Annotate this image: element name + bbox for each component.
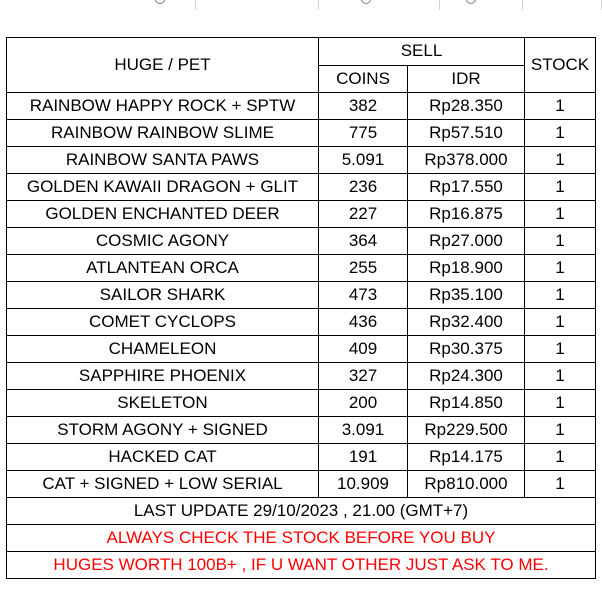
stock-cell: 1 bbox=[525, 93, 596, 120]
pet-name-cell: COMET CYCLOPS bbox=[7, 309, 319, 336]
pet-name-cell: SAILOR SHARK bbox=[7, 282, 319, 309]
stock-cell: 1 bbox=[525, 120, 596, 147]
pet-name-cell: GOLDEN KAWAII DRAGON + GLIT bbox=[7, 174, 319, 201]
price-list-table bbox=[6, 37, 596, 579]
stock-column-header: STOCK bbox=[525, 38, 596, 93]
coins-cell: 409 bbox=[319, 336, 408, 363]
table-row bbox=[7, 417, 596, 444]
pet-name-cell: ATLANTEAN ORCA bbox=[7, 255, 319, 282]
coins-cell: 255 bbox=[319, 255, 408, 282]
table-row bbox=[7, 120, 596, 147]
pet-name-cell: COSMIC AGONY bbox=[7, 228, 319, 255]
coins-cell: 227 bbox=[319, 201, 408, 228]
coins-cell: 364 bbox=[319, 228, 408, 255]
pet-name-cell: GOLDEN ENCHANTED DEER bbox=[7, 201, 319, 228]
idr-price-cell: Rp27.000 bbox=[408, 228, 525, 255]
pet-name-cell: RAINBOW RAINBOW SLIME bbox=[7, 120, 319, 147]
table-row bbox=[7, 201, 596, 228]
table-row bbox=[7, 147, 596, 174]
stock-cell: 1 bbox=[525, 471, 596, 498]
idr-price-cell: Rp810.000 bbox=[408, 471, 525, 498]
pet-name-cell: HACKED CAT bbox=[7, 444, 319, 471]
column-header-cell bbox=[319, 0, 440, 10]
other-huges-row bbox=[7, 552, 596, 579]
pet-name-cell: RAINBOW SANTA PAWS bbox=[7, 147, 319, 174]
stock-cell: 1 bbox=[525, 174, 596, 201]
idr-price-cell: Rp14.850 bbox=[408, 390, 525, 417]
stock-warning-text: ALWAYS CHECK THE STOCK BEFORE YOU BUY bbox=[7, 525, 596, 552]
pet-name-cell: SAPPHIRE PHOENIX bbox=[7, 363, 319, 390]
column-header-cell bbox=[523, 0, 602, 10]
table-row bbox=[7, 93, 596, 120]
idr-price-cell: Rp14.175 bbox=[408, 444, 525, 471]
column-header-cell bbox=[196, 0, 319, 10]
idr-price-cell: Rp378.000 bbox=[408, 147, 525, 174]
coins-cell: 436 bbox=[319, 309, 408, 336]
stock-cell: 1 bbox=[525, 444, 596, 471]
pet-name-cell: SKELETON bbox=[7, 390, 319, 417]
pet-name-cell: RAINBOW HAPPY ROCK + SPTW bbox=[7, 93, 319, 120]
stock-cell: 1 bbox=[525, 309, 596, 336]
pet-name-cell: CHAMELEON bbox=[7, 336, 319, 363]
table-row bbox=[7, 471, 596, 498]
table-row bbox=[7, 255, 596, 282]
header-row-top bbox=[7, 38, 596, 66]
table-row bbox=[7, 444, 596, 471]
stock-warning-row bbox=[7, 525, 596, 552]
spreadsheet-top-strip bbox=[0, 0, 602, 10]
coins-cell: 473 bbox=[319, 282, 408, 309]
coins-cell: 236 bbox=[319, 174, 408, 201]
idr-price-cell: Rp28.350 bbox=[408, 93, 525, 120]
column-header-cell bbox=[440, 0, 523, 10]
coins-cell: 382 bbox=[319, 93, 408, 120]
coins-cell: 191 bbox=[319, 444, 408, 471]
idr-price-cell: Rp24.300 bbox=[408, 363, 525, 390]
idr-column-header: IDR bbox=[408, 65, 525, 93]
idr-price-cell: Rp35.100 bbox=[408, 282, 525, 309]
idr-price-cell: Rp30.375 bbox=[408, 336, 525, 363]
pet-name-cell: STORM AGONY + SIGNED bbox=[7, 417, 319, 444]
coins-cell: 10.909 bbox=[319, 471, 408, 498]
stock-cell: 1 bbox=[525, 390, 596, 417]
idr-price-cell: Rp18.900 bbox=[408, 255, 525, 282]
coins-column-header: COINS bbox=[319, 65, 408, 93]
sell-column-header: SELL bbox=[319, 38, 525, 66]
column-header-cell bbox=[0, 0, 196, 10]
stock-cell: 1 bbox=[525, 255, 596, 282]
stock-cell: 1 bbox=[525, 228, 596, 255]
coins-cell: 3.091 bbox=[319, 417, 408, 444]
stock-cell: 1 bbox=[525, 201, 596, 228]
table-row bbox=[7, 336, 596, 363]
stock-cell: 1 bbox=[525, 147, 596, 174]
table-row bbox=[7, 228, 596, 255]
pet-column-header: HUGE / PET bbox=[7, 38, 319, 93]
coins-cell: 200 bbox=[319, 390, 408, 417]
idr-price-cell: Rp32.400 bbox=[408, 309, 525, 336]
last-update-text: LAST UPDATE 29/10/2023 , 21.00 (GMT+7) bbox=[7, 498, 596, 525]
stock-cell: 1 bbox=[525, 363, 596, 390]
table-row bbox=[7, 309, 596, 336]
stock-cell: 1 bbox=[525, 282, 596, 309]
idr-price-cell: Rp16.875 bbox=[408, 201, 525, 228]
idr-price-cell: Rp17.550 bbox=[408, 174, 525, 201]
table-row bbox=[7, 390, 596, 417]
coins-cell: 5.091 bbox=[319, 147, 408, 174]
stock-cell: 1 bbox=[525, 336, 596, 363]
last-update-row bbox=[7, 498, 596, 525]
table-row bbox=[7, 363, 596, 390]
coins-cell: 775 bbox=[319, 120, 408, 147]
other-huges-text: HUGES WORTH 100B+ , IF U WANT OTHER JUST ASK TO ME. bbox=[7, 552, 596, 579]
idr-price-cell: Rp229.500 bbox=[408, 417, 525, 444]
table-row bbox=[7, 174, 596, 201]
coins-cell: 327 bbox=[319, 363, 408, 390]
stock-cell: 1 bbox=[525, 417, 596, 444]
table-row bbox=[7, 282, 596, 309]
idr-price-cell: Rp57.510 bbox=[408, 120, 525, 147]
pet-name-cell: CAT + SIGNED + LOW SERIAL bbox=[7, 471, 319, 498]
